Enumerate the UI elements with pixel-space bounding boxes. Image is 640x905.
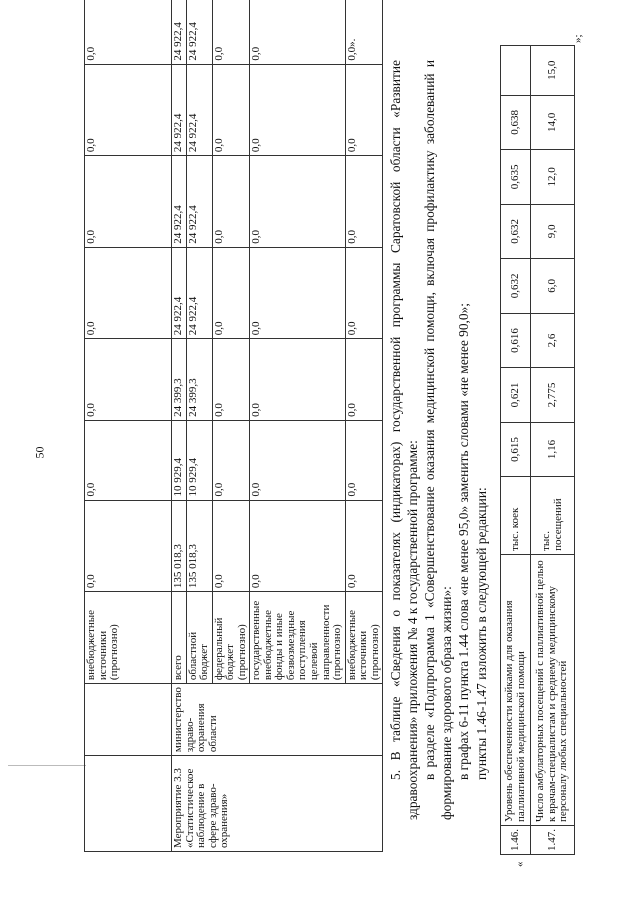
- indicators-table: [500, 45, 575, 855]
- value-cell: 0,615: [501, 422, 531, 477]
- executor-cell: [85, 684, 172, 756]
- table-row: [531, 46, 575, 855]
- value-cell: 0,0: [250, 420, 345, 500]
- source-cell: государственные внебюджетные фонды и иные безвозмездные поступления целевой направленности (прогнозно): [250, 592, 345, 684]
- value-cell: 2,6: [531, 313, 575, 368]
- value-cell: 0,0: [345, 64, 383, 156]
- value-cell: 135 018,3: [172, 500, 187, 592]
- executor-cell: министерство здраво-охранения области: [172, 684, 383, 756]
- value-cell: 0,638: [501, 95, 531, 150]
- close-quote: »;: [572, 34, 584, 43]
- value-cell: 10 929,4: [186, 420, 212, 500]
- value-cell: 0,0: [250, 64, 345, 156]
- value-cell: 9,0: [531, 204, 575, 259]
- value-cell: 0,0: [85, 500, 172, 592]
- value-cell: 0,0: [345, 156, 383, 248]
- value-cell: 15,0: [531, 46, 575, 96]
- unit-cell: тыс. коек: [501, 477, 531, 555]
- value-cell: 0,616: [501, 313, 531, 368]
- indicator-name: Уровень обеспеченности койками для оказания паллиативной медицинской помощи: [501, 554, 531, 825]
- value-cell: 12,0: [531, 150, 575, 205]
- value-cell: 24 922,4: [186, 156, 212, 248]
- value-cell: 0,0: [85, 247, 172, 339]
- value-cell: 0,0: [212, 156, 250, 248]
- value-cell: 0,0: [85, 339, 172, 421]
- value-cell: 24 399,3: [186, 339, 212, 421]
- value-cell: 0,0».: [345, 0, 383, 64]
- value-cell: 6,0: [531, 259, 575, 314]
- value-cell: 24 922,4: [172, 156, 187, 248]
- value-cell: 0,635: [501, 150, 531, 205]
- value-cell: 0,0: [212, 64, 250, 156]
- value-cell: 0,0: [345, 339, 383, 421]
- value-cell: 14,0: [531, 95, 575, 150]
- source-cell: всего: [172, 592, 187, 684]
- measure-cell: [85, 756, 172, 852]
- value-cell: 135 018,3: [186, 500, 212, 592]
- table-row: [85, 0, 172, 852]
- value-cell: 0,0: [85, 156, 172, 248]
- value-cell: 0,621: [501, 368, 531, 423]
- source-cell: внебюджетные источники (прогнозно): [345, 592, 383, 684]
- row-number: 1.47.: [531, 826, 575, 855]
- value-cell: 10 929,4: [172, 420, 187, 500]
- value-cell: 24 399,3: [172, 339, 187, 421]
- value-cell: 0,0: [85, 420, 172, 500]
- value-cell: 24 922,4: [172, 0, 187, 64]
- row-number: 1.46.: [501, 826, 531, 855]
- value-cell: 24 922,4: [186, 0, 212, 64]
- value-cell: 24 922,4: [172, 64, 187, 156]
- indicator-name: Число амбулаторных посещений с паллиативной целью к врачам-специалистам и среднему медицинскому персоналу любых специальностей: [531, 554, 575, 825]
- value-cell: 0,0: [345, 247, 383, 339]
- value-cell: 0,0: [212, 247, 250, 339]
- value-cell: 2,775: [531, 368, 575, 423]
- value-cell: 1,16: [531, 422, 575, 477]
- source-cell: внебюджетные источники (прогнозно): [85, 592, 172, 684]
- value-cell: 0,0: [250, 247, 345, 339]
- value-cell: 0,0: [250, 500, 345, 592]
- value-cell: 24 922,4: [186, 247, 212, 339]
- source-cell: федеральный бюджет (прогнозно): [212, 592, 250, 684]
- value-cell: 0,0: [212, 420, 250, 500]
- value-cell: 0,0: [85, 64, 172, 156]
- value-cell: 0,632: [501, 204, 531, 259]
- value-cell: 24 922,4: [172, 247, 187, 339]
- value-cell: 0,0: [250, 339, 345, 421]
- value-cell: 0,0: [212, 339, 250, 421]
- paragraph-replace: в графах 6-11 пункта 1.44 слова «не менее 95,0» заменить словами «не менее 90,0»;: [456, 302, 471, 780]
- value-cell: 0,0: [212, 0, 250, 64]
- value-cell: 0,0: [85, 0, 172, 64]
- funding-table: [84, 0, 383, 852]
- value-cell: 0,0: [345, 500, 383, 592]
- value-cell: 24 922,4: [186, 64, 212, 156]
- paragraph-items: пункты 1.46-1.47 изложить в следующей редакции:: [474, 487, 489, 780]
- table-row: [501, 46, 531, 855]
- source-cell: областной бюджет: [186, 592, 212, 684]
- unit-cell: тыс. посещений: [531, 477, 575, 555]
- open-quote: «: [514, 861, 526, 867]
- value-cell: 0,0: [250, 156, 345, 248]
- value-cell: [501, 46, 531, 96]
- measure-cell: Мероприятие 3.3 «Статистическое наблюдение в сфере здраво-охранения»: [172, 756, 383, 852]
- paragraph-5: 5. В таблице «Сведения о показателях (индикаторах) государственной программы Саратовской области «Развитие здравоохранения» приложения № 4 к государственной программе:: [388, 60, 420, 820]
- value-cell: 0,632: [501, 259, 531, 314]
- paragraph-section: в разделе «Подпрограмма 1 «Совершенствование оказания медицинской помощи, включая профилактику заболеваний и формирование здорового образа жизни»:: [422, 60, 454, 820]
- value-cell: 0,0: [212, 500, 250, 592]
- table-row: [172, 0, 187, 852]
- page-number: 50: [32, 446, 47, 459]
- value-cell: 0,0: [250, 0, 345, 64]
- value-cell: 0,0: [345, 420, 383, 500]
